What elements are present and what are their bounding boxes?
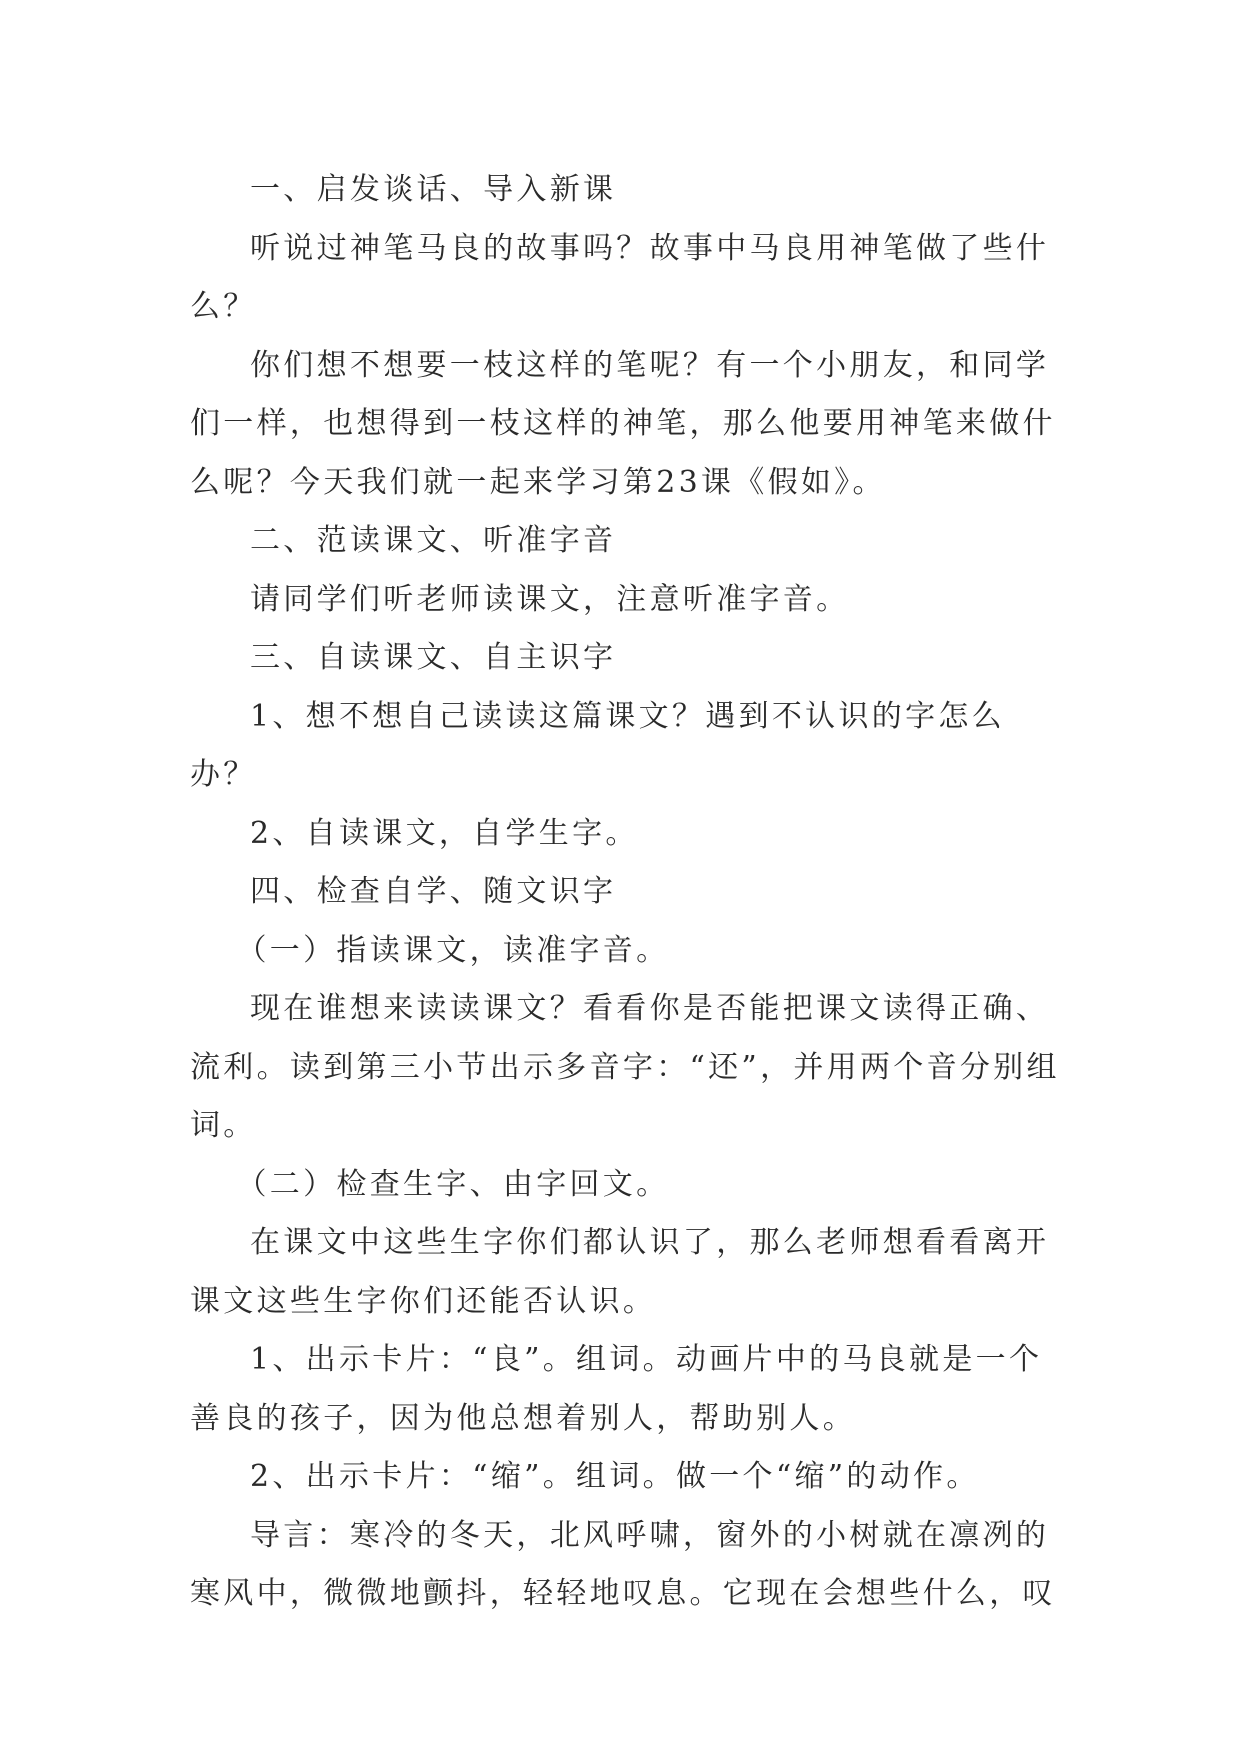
section-heading-1: 一、启发谈话、导入新课 — [250, 172, 617, 207]
document-body — [190, 161, 1060, 1624]
paragraph-6: 导言：寒冷的冬天，北风呼啸，窗外的小树就在凛冽的寒风中，微微地颤抖，轻轻地叹息。它现在会想些什么，叹 — [190, 1517, 1056, 1611]
paragraph-2: 你们想不想要一枝这样的笔呢？有一个小朋友，和同学们一样，也想得到一枝这样的神笔，那么他要用神笔来做什么呢？今天我们就一起来学习第23课《假如》。 — [190, 347, 1056, 500]
paragraph-4: 现在谁想来读读课文？看看你是否能把课文读得正确、流利。读到第三小节出示多音字：“还”，并用两个音分别组词。 — [190, 991, 1060, 1143]
list-item-3: 1、出示卡片：“良”。组词。动画片中的马良就是一个善良的孩子，因为他总想着别人，帮助别人。 — [190, 1342, 1043, 1436]
paragraph-1: 听说过神笔马良的故事吗？故事中马良用神笔做了些什么？ — [190, 230, 1050, 324]
subsection-heading-2: （二）检查生字、由字回文。 — [236, 1166, 670, 1202]
section-heading-4: 四、检查自学、随文识字 — [250, 874, 617, 909]
list-item-4: 2、出示卡片：“缩”。组词。做一个“缩”的动作。 — [250, 1459, 980, 1494]
paragraph-5: 在课文中这些生字你们都认识了，那么老师想看看离开课文这些生字你们还能否认识。 — [190, 1225, 1050, 1319]
section-heading-3: 三、自读课文、自主识字 — [250, 640, 617, 675]
section-heading-2: 二、范读课文、听准字音 — [250, 523, 617, 558]
subsection-heading-1: （一）指读课文，读准字音。 — [236, 932, 670, 968]
list-item-1: 1、想不想自己读读这篇课文？遇到不认识的字怎么办？ — [190, 698, 1005, 792]
list-item-2: 2、自读课文，自学生字。 — [250, 815, 639, 851]
paragraph-3: 请同学们听老师读课文，注意听准字音。 — [250, 581, 850, 617]
